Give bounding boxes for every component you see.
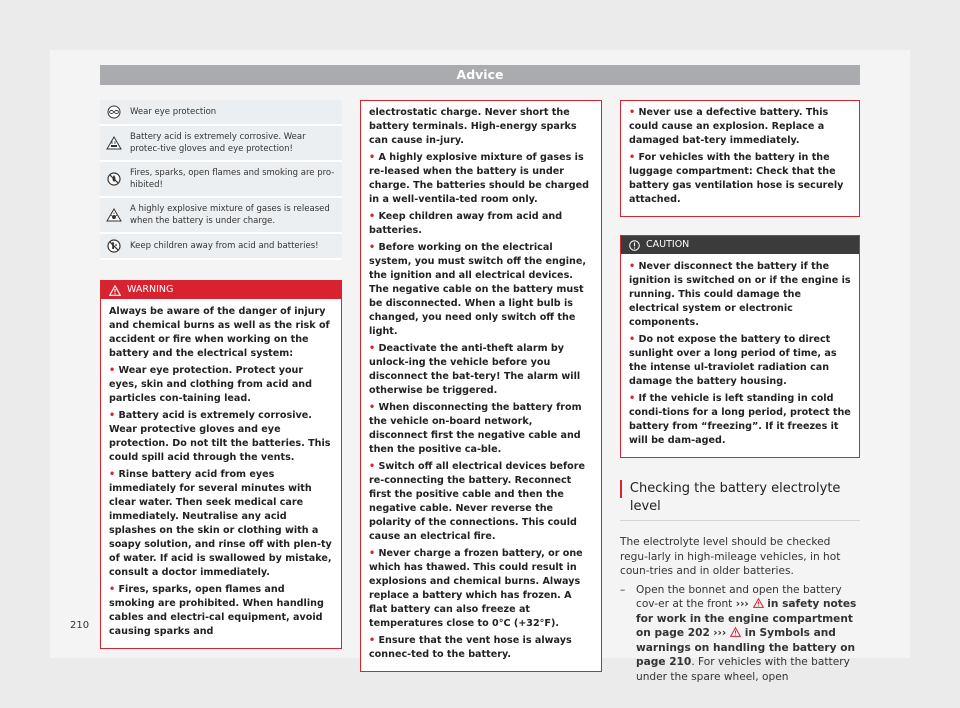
caution-bullet: • Do not expose the battery to direct sunlight over a long period of time, as the intense ul-traviolet radiation can damage the battery housing. — [629, 334, 837, 387]
section-divider — [620, 520, 860, 521]
caution-bullet: • Never disconnect the battery if the ignition is switched on or if the engine is running. This could damage the electrical system or electronic components. — [629, 261, 851, 328]
caution-header — [621, 236, 859, 254]
warning-bullet: • Keep children away from acid and batteries. — [369, 211, 563, 236]
warning-bullet: • Fires, sparks, open flames and smoking are prohibited. When handling cables and electri-cal equipment, avoid causing sparks and — [109, 584, 324, 637]
warning-bullet: • Ensure that the vent hose is always connec-ted to the battery. — [369, 635, 572, 660]
caution-body — [621, 254, 859, 457]
section-step — [620, 583, 860, 685]
warning-continued-box-right — [620, 100, 860, 217]
symbols-table — [100, 100, 342, 260]
eye-protection-icon — [100, 101, 128, 123]
section-heading — [620, 480, 860, 516]
step-dash: – — [620, 583, 626, 596]
symbol-row — [100, 234, 342, 260]
corrosive-icon — [100, 132, 128, 154]
warning-intro: Always be aware of the danger of injury and chemical burns as well as the risk of accident or fire when working on the battery and the electrical system: — [109, 306, 330, 359]
symbol-text: Fires, sparks, open flames and smoking are pro-hibited! — [128, 162, 342, 196]
warning-bullet: • When disconnecting the battery from the vehicle on-board network, disconnect first the negative cable and then the positive ca-ble. — [369, 402, 582, 455]
left-column — [100, 100, 342, 649]
header-title: Advice — [456, 67, 504, 82]
warning-bullet: • Battery acid is extremely corrosive. Wear protective gloves and eye protection. Do not tilt the batteries. This could spill acid through the vents. — [109, 410, 331, 463]
caution-box — [620, 235, 860, 458]
section-body — [620, 535, 860, 684]
warning-continuation: electrostatic charge. Never short the battery terminals. High-energy sparks can cause in-jury. — [369, 107, 577, 146]
symbol-row — [100, 126, 342, 162]
warning-body — [101, 299, 341, 648]
warning-bullet: • A highly explosive mixture of gases is re-leased when the battery is under charge. The batteries should be charged in a well-ventila-ted room only. — [369, 152, 590, 205]
symbol-row — [100, 162, 342, 198]
section-title: Checking the battery electrolyte level — [629, 481, 841, 514]
symbol-row — [100, 198, 342, 234]
symbol-text: Battery acid is extremely corrosive. Wear protec-tive gloves and eye protection! — [128, 126, 342, 160]
warning-continued-body — [361, 101, 601, 671]
no-fire-icon — [100, 168, 128, 190]
page-number: 210 — [70, 620, 90, 631]
page-header — [100, 65, 860, 85]
warning-right-body — [621, 101, 859, 216]
cross-reference-link[interactable]: ››› in safety notes for work in the engine compartment on page 202 — [636, 598, 857, 639]
caution-circle-icon — [629, 240, 640, 251]
warning-triangle-icon — [753, 598, 764, 608]
cross-reference-link[interactable]: ››› in Symbols and warnings on handling the battery on page 210 — [636, 627, 856, 668]
warning-bullet: • Never charge a frozen battery, or one which has thawed. This could result in explosions and chemical burns. Always replace a battery which has frozen. A flat battery can also freeze at temperatures close to 0°C (+32°F). — [369, 548, 583, 629]
warning-header — [101, 281, 341, 299]
symbol-text: A highly explosive mixture of gases is released when the battery is under charge. — [128, 198, 342, 232]
explosive-icon — [100, 204, 128, 226]
warning-title: WARNING — [127, 284, 174, 295]
keep-children-away-icon — [100, 235, 128, 257]
warning-bullet: • For vehicles with the battery in the luggage compartment: Check that the battery gas ventilation hose is securely attached. — [629, 152, 844, 205]
section-accent-bar — [620, 480, 622, 498]
symbol-text: Wear eye protection — [128, 101, 342, 123]
caution-bullet: • If the vehicle is left standing in cold condi-tions for a long period, protect the battery from “freezing”. If it freezes it will be dam-aged. — [629, 393, 851, 446]
warning-bullet: • Switch off all electrical devices before re-connecting the battery. Reconnect first the positive cable and then the negative cable. Never reverse the polarity of the connections. This could cause an electrical fire. — [369, 461, 586, 542]
right-column — [620, 100, 860, 684]
warning-triangle-icon — [730, 627, 741, 637]
warning-bullet: • Wear eye protection. Protect your eyes, skin and clothing from acid and particles con-taining lead. — [109, 365, 312, 404]
warning-box — [100, 280, 342, 649]
symbol-text: Keep children away from acid and batteries! — [128, 235, 342, 257]
warning-continued-box — [360, 100, 602, 672]
caution-title: CAUTION — [646, 239, 690, 250]
middle-column — [360, 100, 602, 672]
warning-bullet: • Never use a defective battery. This could cause an explosion. Replace a damaged bat-tery immediately. — [629, 107, 829, 146]
step-text: Open the bonnet and open the battery cov-er at the front ››› in safety notes for work in the engine compartment on page 202 ››› in Symbols and warnings on handling the battery on page 210. For vehicles with the battery under the spare wheel, open — [636, 583, 857, 683]
warning-triangle-icon — [109, 285, 121, 296]
manual-page — [50, 50, 910, 683]
warning-bullet: • Rinse battery acid from eyes immediately for several minutes with clear water. Then seek medical care immediately. Neutralise any acid splashes on the skin or clothing with a soapy solution, and rinse off with plen-ty of water. If acid is swallowed by mistake, consult a doctor immediately. — [109, 469, 332, 578]
symbol-row — [100, 100, 342, 126]
warning-bullet: • Deactivate the anti-theft alarm by unlock-ing the vehicle before you disconnect the bat-tery! The alarm will otherwise be triggered. — [369, 343, 581, 396]
section-paragraph: The electrolyte level should be checked regu-larly in high-mileage vehicles, in hot coun-tries and in older batteries. — [620, 536, 841, 577]
warning-bullet: • Before working on the electrical system, you must switch off the engine, the ignition and all electrical devices. The negative cable on the battery must be disconnected. When a light bulb is changed, you need only switch off the light. — [369, 242, 586, 337]
